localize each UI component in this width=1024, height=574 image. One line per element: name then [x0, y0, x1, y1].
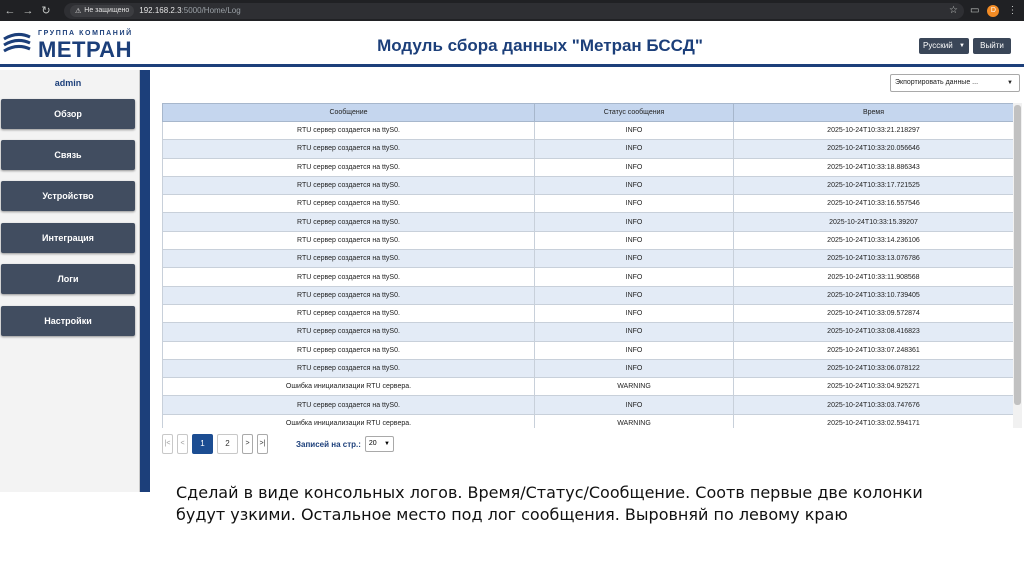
- table-row[interactable]: [163, 323, 1014, 341]
- export-select[interactable]: [890, 74, 1020, 92]
- logo-wordmark: МЕТРАН: [38, 37, 132, 62]
- cell-time: 2025-10-24T10:33:08.416823: [734, 323, 1014, 341]
- page-1-button[interactable]: 1: [192, 434, 213, 454]
- table-row[interactable]: [163, 231, 1014, 249]
- table-row[interactable]: [163, 122, 1014, 140]
- cell-time: 2025-10-24T10:33:06.078122: [734, 359, 1014, 377]
- cell-status: INFO: [535, 323, 734, 341]
- cell-status: INFO: [535, 195, 734, 213]
- table-row[interactable]: [163, 195, 1014, 213]
- sidebar-divider: [140, 70, 150, 492]
- column-header-message[interactable]: Сообщение: [163, 104, 535, 122]
- security-chip[interactable]: [70, 5, 134, 17]
- table-row[interactable]: [163, 140, 1014, 158]
- main-content: [150, 70, 1024, 492]
- log-table-body: [163, 122, 1014, 429]
- log-table-container[interactable]: [162, 103, 1013, 428]
- table-row[interactable]: [163, 378, 1014, 396]
- cell-time: 2025-10-24T10:33:09.572874: [734, 304, 1014, 322]
- cell-status: INFO: [535, 176, 734, 194]
- table-row[interactable]: [163, 176, 1014, 194]
- reload-icon[interactable]: ↻: [41, 4, 51, 17]
- warning-icon: ⚠: [75, 7, 82, 15]
- table-row[interactable]: [163, 268, 1014, 286]
- sidebar: [0, 70, 140, 492]
- last-page-button[interactable]: >|: [257, 434, 268, 454]
- forward-arrow-icon[interactable]: →: [22, 4, 34, 17]
- page-2-button[interactable]: 2: [217, 434, 238, 454]
- url-text: [139, 6, 240, 15]
- cell-status: INFO: [535, 158, 734, 176]
- per-page-select[interactable]: [365, 436, 394, 452]
- page-title: Модуль сбора данных "Метран БССД": [377, 36, 703, 55]
- chevron-down-icon: ▼: [959, 43, 965, 49]
- cell-time: 2025-10-24T10:33:11.908568: [734, 268, 1014, 286]
- sidebar-item-device[interactable]: Устройство: [1, 181, 135, 211]
- pagination: [162, 434, 394, 454]
- per-page-label: Записей на стр.:: [296, 439, 361, 449]
- cell-message: RTU сервер создается на ttyS0.: [163, 250, 535, 268]
- cell-status: INFO: [535, 250, 734, 268]
- cell-time: 2025-10-24T10:33:07.248361: [734, 341, 1014, 359]
- cell-time: 2025-10-24T10:33:21.218297: [734, 122, 1014, 140]
- cell-time: 2025-10-24T10:33:18.886343: [734, 158, 1014, 176]
- cell-time: 2025-10-24T10:33:03.747676: [734, 396, 1014, 414]
- url-host: 192.168.2.3: [139, 6, 182, 15]
- table-scrollbar[interactable]: [1013, 103, 1022, 428]
- cell-message: RTU сервер создается на ttyS0.: [163, 396, 535, 414]
- table-row[interactable]: [163, 286, 1014, 304]
- cell-status: WARNING: [535, 378, 734, 396]
- cell-time: 2025-10-24T10:33:15.39207: [734, 213, 1014, 231]
- cell-message: RTU сервер создается на ttyS0.: [163, 140, 535, 158]
- back-arrow-icon[interactable]: ←: [4, 4, 16, 17]
- per-page-value: 20: [368, 440, 377, 447]
- log-table: [162, 103, 1013, 428]
- logo-tagline: ГРУППА КОМПАНИЙ: [38, 30, 133, 37]
- cell-message: RTU сервер создается на ttyS0.: [163, 231, 535, 249]
- prev-page-button[interactable]: <: [177, 434, 188, 454]
- current-user: admin: [54, 78, 82, 88]
- cell-message: RTU сервер создается на ttyS0.: [163, 359, 535, 377]
- cell-status: INFO: [535, 213, 734, 231]
- column-header-time[interactable]: Время: [734, 104, 1014, 122]
- cell-message: RTU сервер создается на ttyS0.: [163, 286, 535, 304]
- export-label: Экпортировать данные ...: [895, 79, 979, 86]
- cell-message: RTU сервер создается на ttyS0.: [163, 213, 535, 231]
- cell-message: Ошибка инициализации RTU сервера.: [163, 378, 535, 396]
- next-page-button[interactable]: >: [242, 434, 253, 454]
- cell-message: RTU сервер создается на ttyS0.: [163, 158, 535, 176]
- cell-status: WARNING: [535, 414, 734, 428]
- cell-time: 2025-10-24T10:33:20.056646: [734, 140, 1014, 158]
- cell-time: 2025-10-24T10:33:17.721525: [734, 176, 1014, 194]
- logout-button[interactable]: Выйти: [973, 38, 1011, 54]
- cell-message: RTU сервер создается на ttyS0.: [163, 323, 535, 341]
- table-header-row: [163, 104, 1014, 122]
- column-header-status[interactable]: Статус сообщения: [535, 104, 734, 122]
- cell-message: RTU сервер создается на ttyS0.: [163, 122, 535, 140]
- table-row[interactable]: [163, 341, 1014, 359]
- cell-status: INFO: [535, 304, 734, 322]
- cell-status: INFO: [535, 396, 734, 414]
- cell-time: 2025-10-24T10:33:14.236106: [734, 231, 1014, 249]
- bookmark-star-icon[interactable]: ☆: [949, 5, 958, 16]
- table-row[interactable]: [163, 213, 1014, 231]
- extensions-icon[interactable]: ▭: [970, 5, 980, 16]
- url-path: :5000/Home/Log: [181, 6, 241, 15]
- sidebar-item-logs[interactable]: Логи: [1, 264, 135, 294]
- scrollbar-thumb[interactable]: [1014, 105, 1021, 405]
- table-row[interactable]: [163, 158, 1014, 176]
- cell-message: RTU сервер создается на ttyS0.: [163, 195, 535, 213]
- browser-toolbar: [0, 0, 1024, 21]
- cell-message: RTU сервер создается на ttyS0.: [163, 268, 535, 286]
- security-label: Не защищено: [84, 7, 130, 14]
- profile-avatar[interactable]: D: [987, 5, 999, 17]
- cell-time: 2025-10-24T10:33:13.076786: [734, 250, 1014, 268]
- chevron-down-icon: ▼: [1007, 80, 1013, 86]
- sidebar-item-settings[interactable]: Настройки: [1, 306, 135, 336]
- cell-message: RTU сервер создается на ttyS0.: [163, 176, 535, 194]
- table-row[interactable]: [163, 396, 1014, 414]
- cell-message: Ошибка инициализации RTU сервера.: [163, 414, 535, 428]
- cell-status: INFO: [535, 359, 734, 377]
- language-select[interactable]: [919, 38, 969, 54]
- cell-status: INFO: [535, 140, 734, 158]
- sidebar-item-connection[interactable]: Связь: [1, 140, 135, 170]
- table-row[interactable]: [163, 359, 1014, 377]
- address-bar[interactable]: [64, 3, 964, 19]
- app-header: [0, 21, 1024, 67]
- annotation-note: Сделай в виде консольных логов. Время/Статус/Сообщение. Соотв первые две колонки будут узкими. Остальное место под лог сообщения. Выровняй по левому краю: [176, 483, 923, 524]
- cell-status: INFO: [535, 286, 734, 304]
- cell-status: INFO: [535, 341, 734, 359]
- cell-time: 2025-10-24T10:33:16.557546: [734, 195, 1014, 213]
- cell-status: INFO: [535, 122, 734, 140]
- cell-time: 2025-10-24T10:33:10.739405: [734, 286, 1014, 304]
- cell-time: 2025-10-24T10:33:02.594171: [734, 414, 1014, 428]
- table-row[interactable]: [163, 304, 1014, 322]
- language-value: Русский: [923, 41, 953, 50]
- cell-status: INFO: [535, 268, 734, 286]
- first-page-button[interactable]: |<: [162, 434, 173, 454]
- table-row[interactable]: [163, 250, 1014, 268]
- cell-message: RTU сервер создается на ttyS0.: [163, 304, 535, 322]
- cell-status: INFO: [535, 231, 734, 249]
- browser-menu-icon[interactable]: ⋮: [1007, 5, 1018, 16]
- cell-time: 2025-10-24T10:33:04.925271: [734, 378, 1014, 396]
- sidebar-item-integration[interactable]: Интеграция: [1, 223, 135, 253]
- chevron-down-icon: ▼: [383, 441, 390, 447]
- sidebar-item-overview[interactable]: Обзор: [1, 99, 135, 129]
- table-row[interactable]: [163, 414, 1014, 428]
- cell-message: RTU сервер создается на ttyS0.: [163, 341, 535, 359]
